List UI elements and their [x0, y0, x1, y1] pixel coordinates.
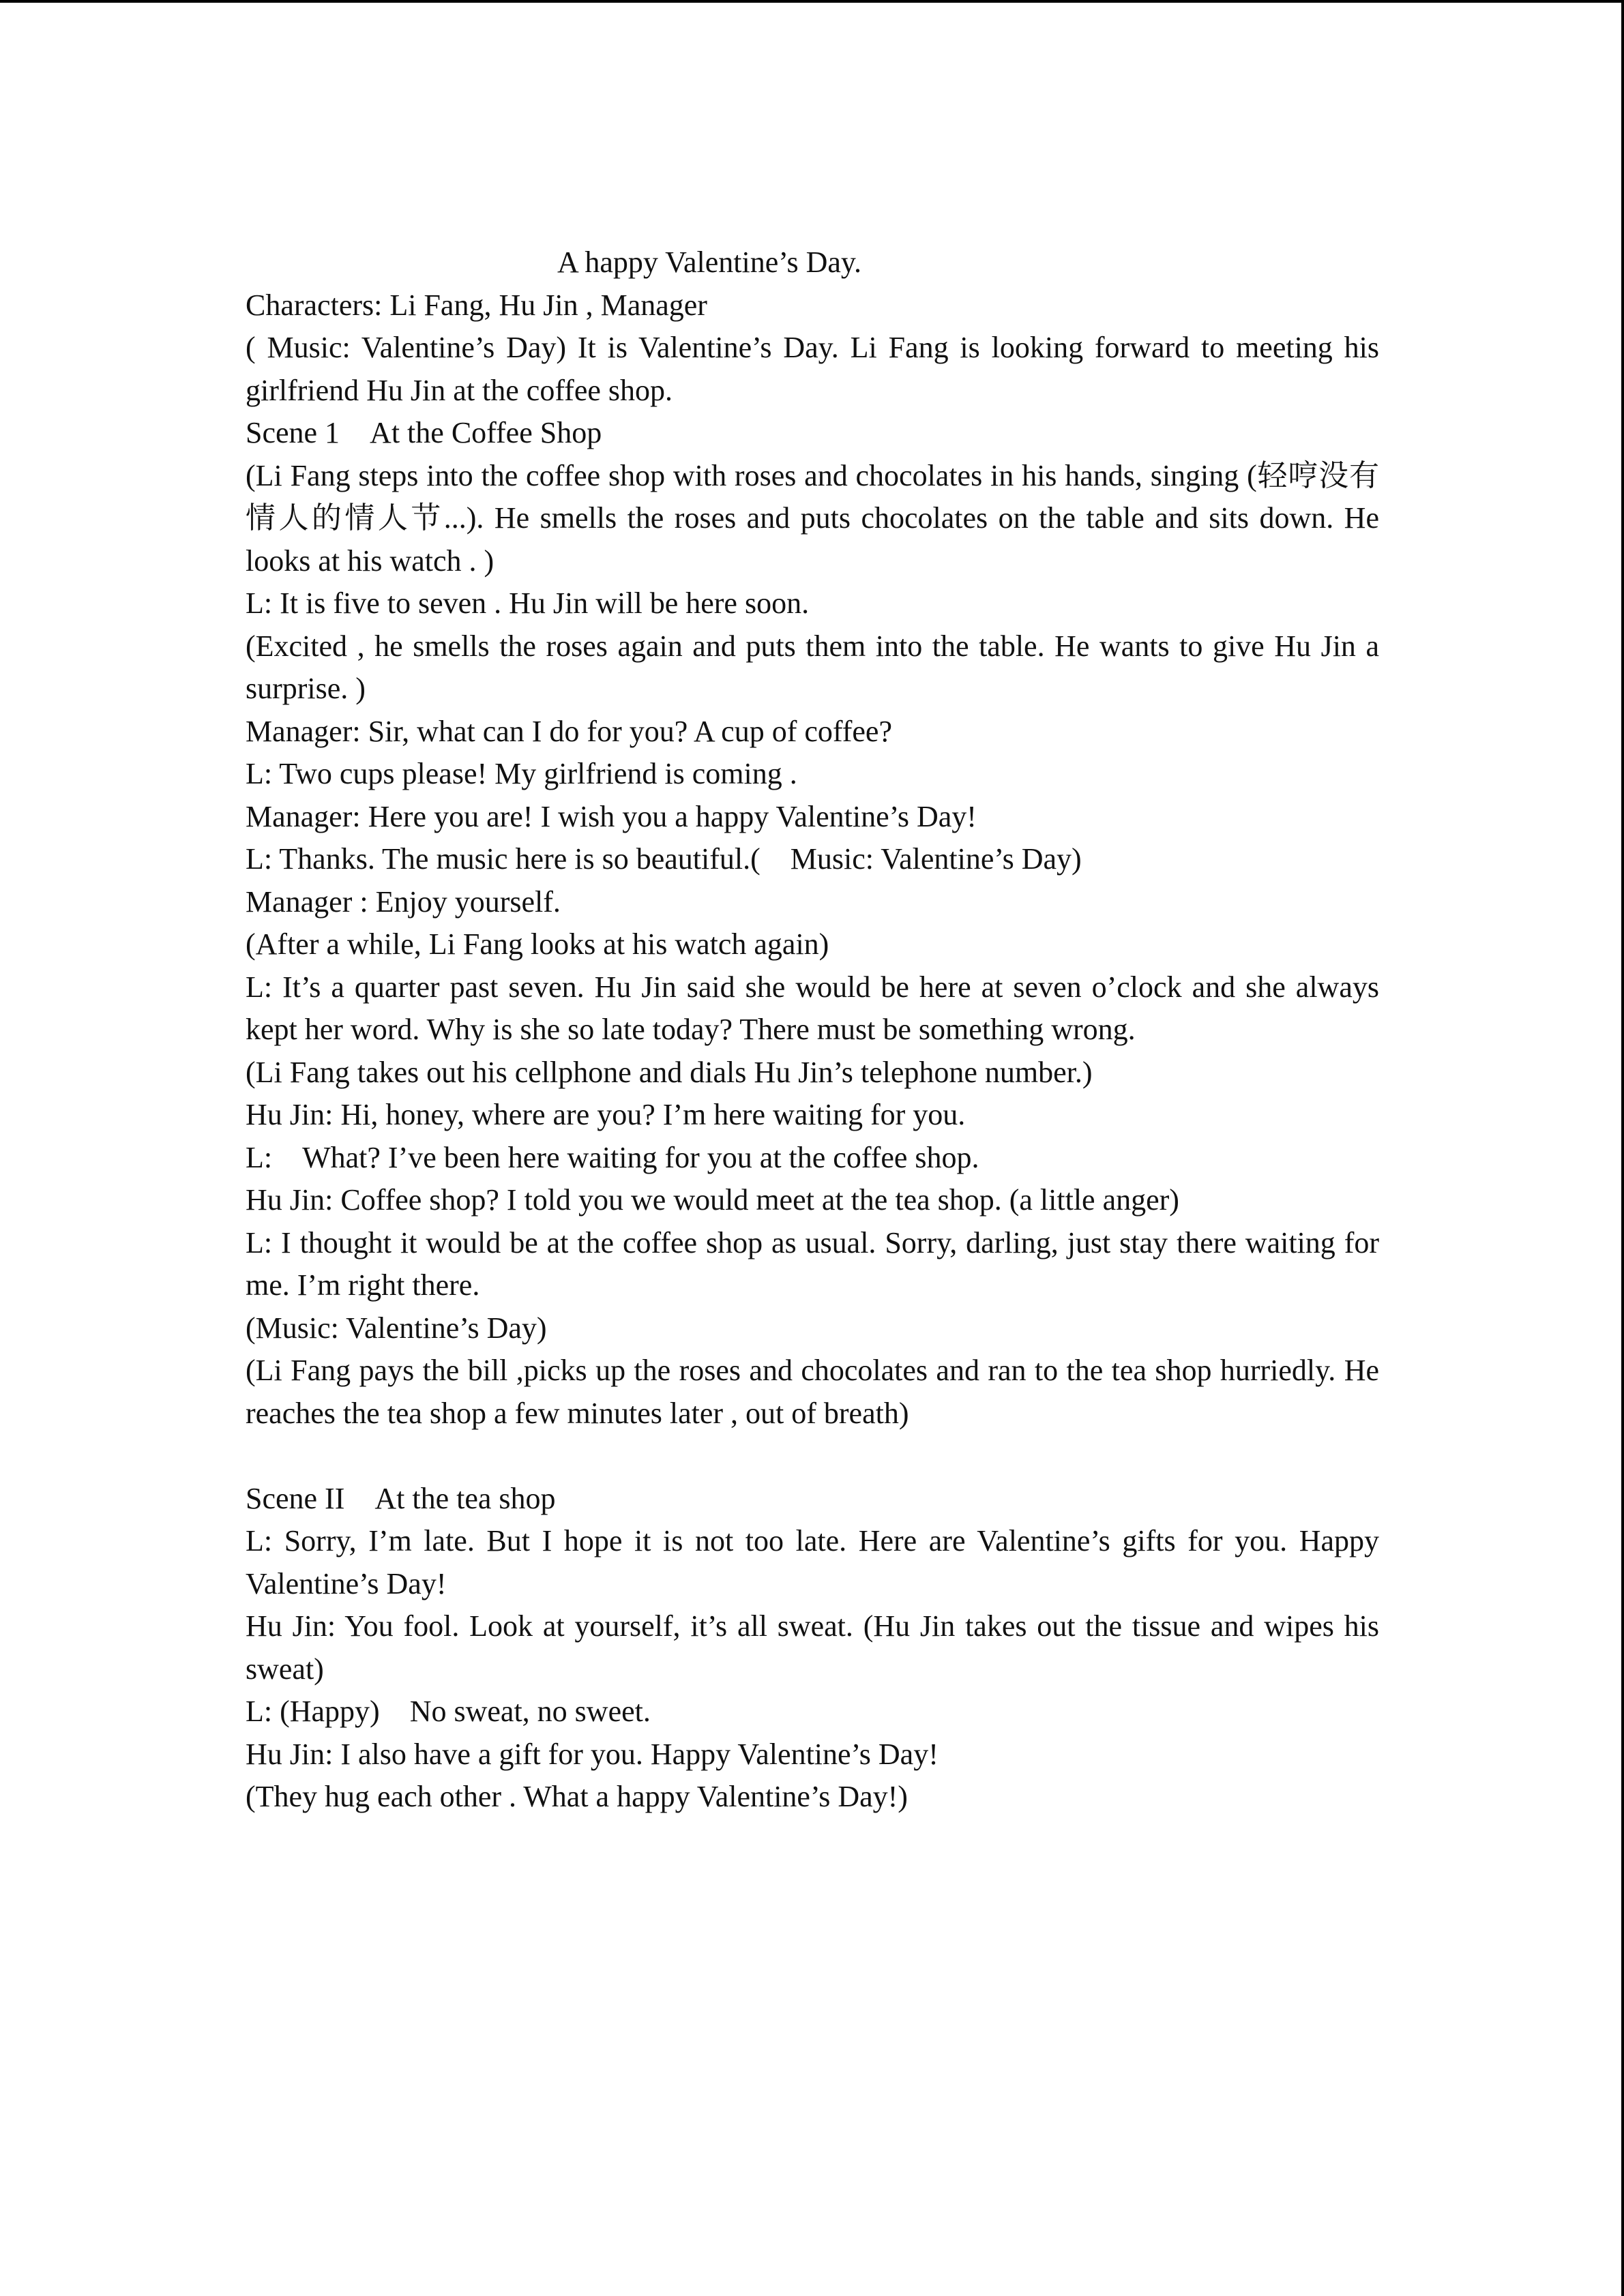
dialogue-line: L: Thanks. The music here is so beautiful.( Music: Valentine’s Day) — [246, 842, 1082, 876]
document-title: A happy Valentine’s Day. — [557, 245, 862, 279]
scene-2-heading: Scene II At the tea shop — [246, 1481, 556, 1515]
dialogue-line: L: Sorry, I’m late. But I hope it is not too late. Here are Valentine’s gifts for you. Happy Valentine’s Day! — [246, 1524, 1379, 1600]
dialogue-line: L: It is five to seven . Hu Jin will be here soon. — [246, 586, 810, 620]
stage-direction: (Li Fang pays the bill ,picks up the roses and chocolates and ran to the tea shop hurriedly. He reaches the tea shop a few minutes later , out of breath) — [246, 1354, 1379, 1430]
dialogue-line: L: I thought it would be at the coffee shop as usual. Sorry, darling, just stay there waiting for me. I’m right there. — [246, 1225, 1379, 1302]
dialogue-line: L: Two cups please! My girlfriend is coming . — [246, 757, 797, 790]
stage-direction: (They hug each other . What a happy Valentine’s Day!) — [246, 1780, 908, 1813]
stage-direction: (Li Fang steps into the coffee shop with roses and chocolates in his hands, singing (轻哼没有情人的情人节...). He smells the roses and puts chocolates on the table and sits down. He looks at his watch . ) — [246, 458, 1379, 578]
scene-1-heading: Scene 1 At the Coffee Shop — [246, 416, 602, 449]
dialogue-line: Manager: Here you are! I wish you a happy Valentine’s Day! — [246, 799, 977, 833]
dialogue-line: Hu Jin: Coffee shop? I told you we would meet at the tea shop. (a little anger) — [246, 1183, 1179, 1217]
dialogue-line: Hu Jin: You fool. Look at yourself, it’s all sweat. (Hu Jin takes out the tissue and wipes his sweat) — [246, 1609, 1379, 1686]
stage-direction: (After a while, Li Fang looks at his watch again) — [246, 927, 829, 961]
stage-direction: (Li Fang takes out his cellphone and dials Hu Jin’s telephone number.) — [246, 1055, 1093, 1089]
stage-direction: (Music: Valentine’s Day) — [246, 1311, 547, 1345]
dialogue-line: Hu Jin: Hi, honey, where are you? I’m here waiting for you. — [246, 1098, 966, 1131]
intro-paragraph: ( Music: Valentine’s Day) It is Valentine’s Day. Li Fang is looking forward to meeting his girlfriend Hu Jin at the coffee shop. — [246, 331, 1379, 407]
dialogue-line: L: (Happy) No sweat, no sweet. — [246, 1695, 651, 1728]
characters-line: Characters: Li Fang, Hu Jin , Manager — [246, 288, 707, 322]
blank-line — [246, 1435, 1379, 1478]
dialogue-line: Hu Jin: I also have a gift for you. Happy Valentine’s Day! — [246, 1737, 939, 1771]
dialogue-line: Manager: Sir, what can I do for you? A cup of coffee? — [246, 714, 892, 748]
dialogue-line: Manager : Enjoy yourself. — [246, 884, 561, 919]
document-body — [246, 241, 1379, 1819]
dialogue-line: L: It’s a quarter past seven. Hu Jin said she would be here at seven o’clock and she always kept her word. Why is she so late today? There must be something wrong. — [246, 970, 1379, 1046]
stage-direction: (Excited , he smells the roses again and puts them into the table. He wants to give Hu Jin a surprise. ) — [246, 629, 1379, 705]
dialogue-line: L: What? I’ve been here waiting for you at the coffee shop. — [246, 1140, 979, 1174]
